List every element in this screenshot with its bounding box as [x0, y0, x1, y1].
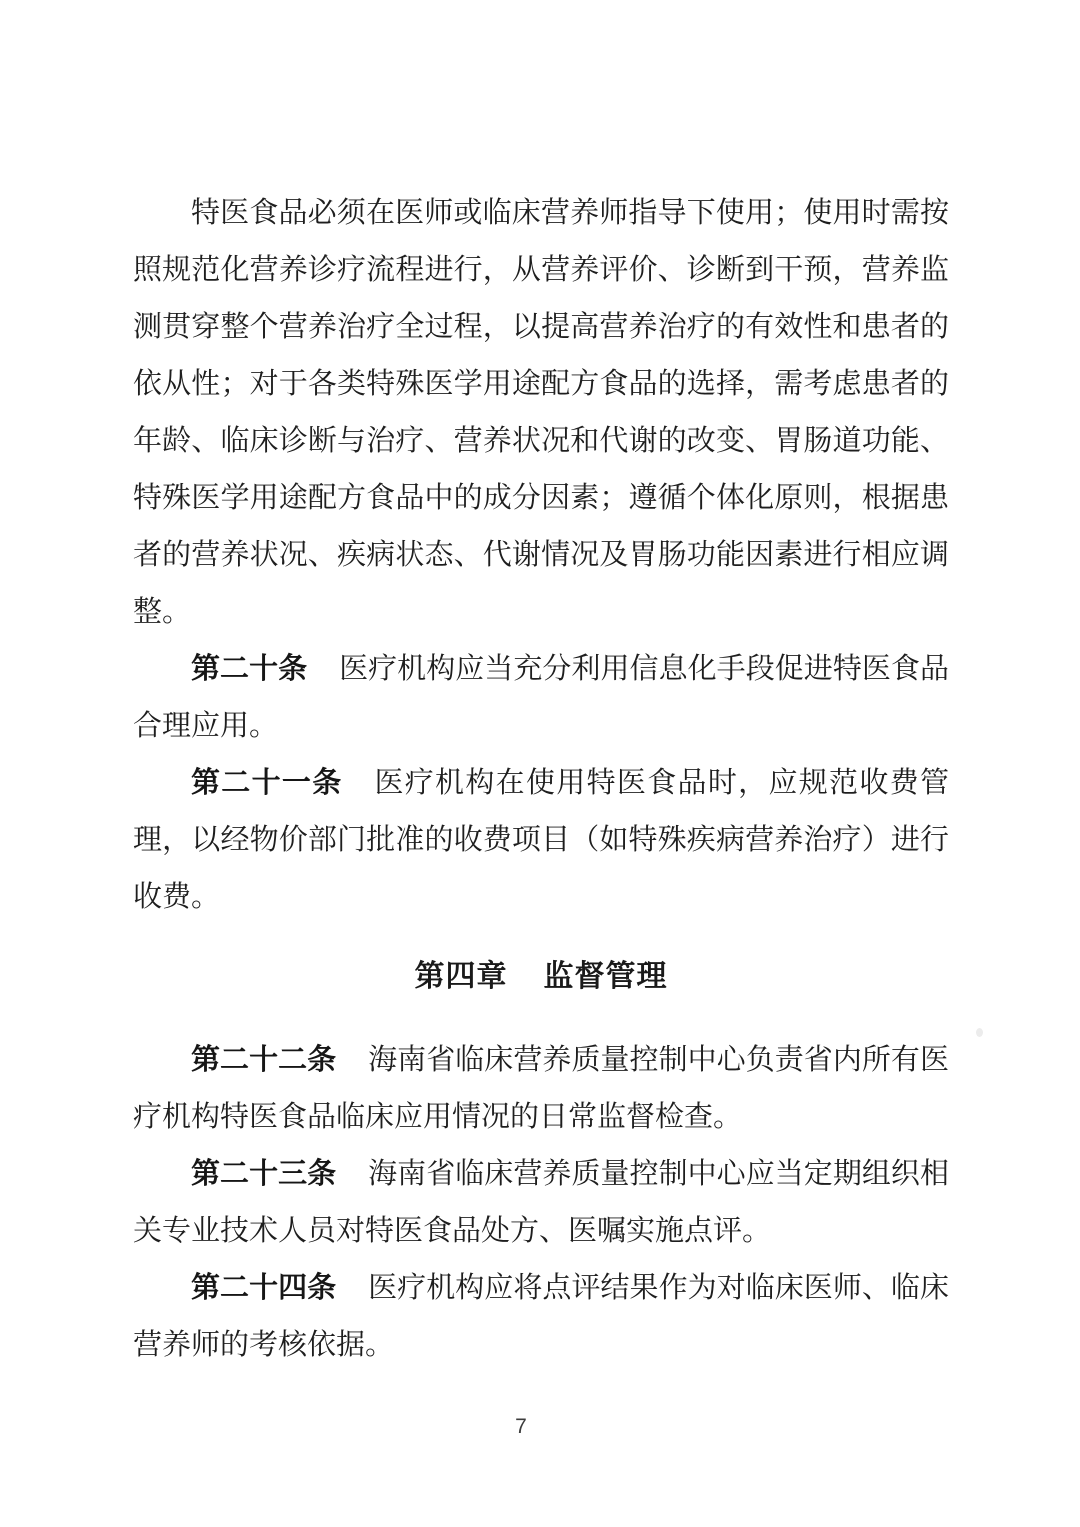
page-number — [0, 1414, 1061, 1440]
scan-artifact-mark — [976, 1028, 983, 1037]
article-number-label: 第二十二条 — [191, 1044, 337, 1076]
chapter-title: 监督管理 — [543, 960, 668, 993]
page-number-value: 7 — [515, 1415, 527, 1438]
article-paragraph-24 — [133, 1260, 949, 1374]
article-text: 医疗机构在使用特医食品时，应规范收费管理，以经物价部门批准的收费项目（如特殊疾病营养治疗）进行收费。 — [133, 767, 949, 913]
article-text: 医疗机构应将点评结果作为对临床医师、临床营养师的考核依据。 — [133, 1272, 949, 1361]
article-paragraph-20 — [133, 641, 949, 755]
article-paragraph-21 — [133, 755, 949, 926]
article-paragraph-22 — [133, 1032, 949, 1146]
chapter-heading — [133, 948, 949, 1005]
article-text: 海南省临床营养质量控制中心负责省内所有医疗机构特医食品临床应用情况的日常监督检查。 — [133, 1044, 949, 1133]
intro-paragraph — [133, 185, 949, 641]
article-number-label: 第二十四条 — [191, 1272, 337, 1304]
article-number-label: 第二十一条 — [191, 767, 343, 799]
document-body — [133, 185, 949, 1374]
article-text: 海南省临床营养质量控制中心应当定期组织相关专业技术人员对特医食品处方、医嘱实施点评。 — [133, 1158, 949, 1247]
article-number-label: 第二十条 — [191, 653, 308, 685]
intro-paragraph-text: 特医食品必须在医师或临床营养师指导下使用；使用时需按照规范化营养诊疗流程进行，从营养评价、诊断到干预，营养监测贯穿整个营养治疗全过程，以提高营养治疗的有效性和患者的依从性；对于各类特殊医学用途配方食品的选择，需考虑患者的年龄、临床诊断与治疗、营养状况和代谢的改变、胃肠道功能、特殊医学用途配方食品中的成分因素；遵循个体化原则，根据患者的营养状况、疾病状态、代谢情况及胃肠功能因素进行相应调整。 — [133, 197, 949, 628]
article-paragraph-23 — [133, 1146, 949, 1260]
chapter-number-label: 第四章 — [414, 960, 508, 993]
article-number-label: 第二十三条 — [191, 1158, 337, 1190]
article-text: 医疗机构应当充分利用信息化手段促进特医食品合理应用。 — [133, 653, 949, 742]
